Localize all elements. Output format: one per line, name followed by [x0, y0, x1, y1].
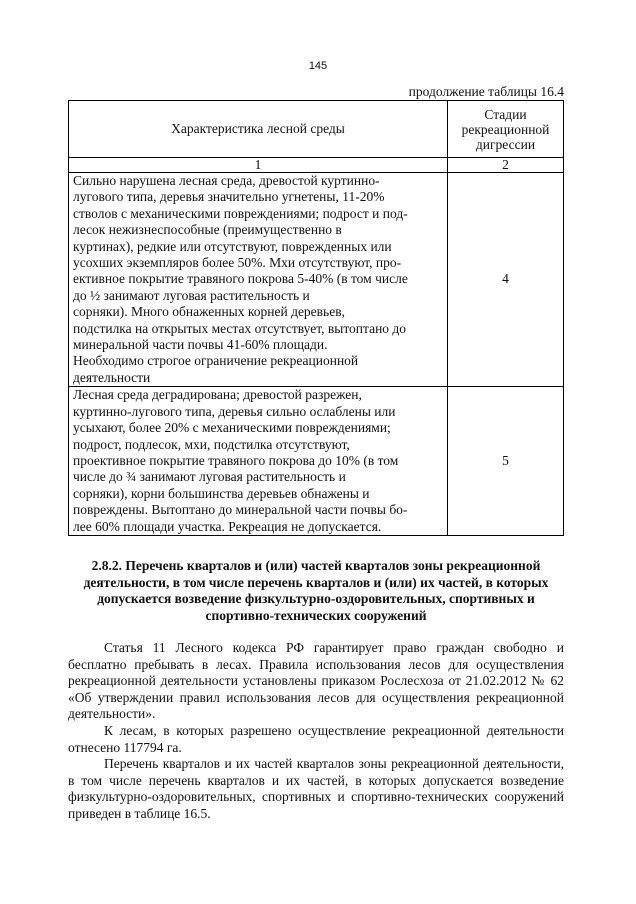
description-line: лугового типа, деревья значительно угнетены, 11-20%	[73, 189, 385, 205]
description-line: проективное покрытие травяного покрова до 10% (в том	[73, 452, 399, 468]
description-line: повреждены. Вытоптано до минеральной части почвы бо-	[73, 502, 408, 518]
column-number: 2	[448, 158, 564, 173]
page-number: 145	[308, 60, 328, 72]
row-description	[69, 173, 448, 387]
description-line: сорняки), корни большинства деревьев обнажены и	[73, 485, 370, 501]
description-line: числе до ¾ занимают луговая растительность и	[73, 469, 346, 485]
section-heading: 2.8.2. Перечень кварталов и (или) частей кварталов зоны рекреационной деятельности, в том числе перечень кварталов и (или) их частей, в которых допускается возведение физкультурно-оздоровительных, спортивных и спортивно-технических сооружений	[83, 558, 549, 623]
description-line: куртинно-лугового типа, деревья сильно ослаблены или	[73, 403, 396, 419]
recreation-digression-table	[68, 100, 564, 536]
header-characteristic: Характеристика лесной среды	[69, 101, 448, 158]
table-continuation-label: продолжение таблицы 16.4	[408, 84, 564, 99]
description-line: Сильно нарушена лесная среда, древостой куртинно-	[73, 173, 380, 188]
description-line: усохших экземпляров более 50%. Мхи отсутствуют, про-	[73, 255, 402, 271]
description-line: до ½ занимают луговая растительность и	[73, 287, 310, 303]
column-number-row	[69, 158, 564, 173]
row-stage: 5	[448, 387, 564, 536]
paragraph: Перечень кварталов и их частей кварталов зоны рекреационной деятельности, в том числе перечень кварталов и их частей, в которых допускается возведение физкультурно-оздоровительных, спортивных и спортивно-технических сооружений приведен в таблице 16.5.	[68, 756, 564, 821]
row-description	[69, 387, 448, 536]
description-line: лесок нежизнеспособные (преимущественно в	[73, 222, 342, 238]
description-line: лее 60% площади участка. Рекреация не допускается.	[73, 518, 382, 534]
description-line: подстилка на открытых местах отсутствует, вытоптано до	[73, 320, 407, 336]
description-line: минеральной части почвы 41-60% площади.	[73, 337, 328, 353]
description-line: деятельности	[73, 369, 151, 385]
section-body	[68, 640, 564, 823]
row-stage: 4	[448, 173, 564, 387]
description-line: ективное покрытие травяного покрова 5-40% (в том числе	[73, 271, 408, 287]
column-number: 1	[69, 158, 448, 173]
table-row	[69, 387, 564, 536]
paragraph: К лесам, в которых разрешено осуществление рекреационной деятельности отнесено 117794 га.	[68, 722, 564, 755]
header-stage: Стадии рекреационной дигрессии	[448, 101, 564, 158]
description-line: подрост, подлесок, мхи, подстилка отсутствуют,	[73, 436, 350, 452]
paragraph: Статья 11 Лесного кодекса РФ гарантирует право граждан свободно и бесплатно пребывать в лесах. Правила использования лесов для осуществления рекреационной деятельности установлены приказом Рослесхоза от 21.02.2012 № 62 «Об утверждении правил использования лесов для осуществления рекреационной деятельности».	[68, 640, 564, 722]
table-header-row	[69, 101, 564, 158]
description-line: куртинах), редкие или отсутствуют, поврежденных или	[73, 238, 392, 254]
description-line: стволов с механическими повреждениями; подрост и под-	[73, 205, 408, 221]
description-line: Необходимо строгое ограничение рекреационной	[73, 353, 359, 369]
table-row	[69, 173, 564, 387]
description-line: сорняки). Много обнаженных корней деревьев,	[73, 304, 345, 320]
description-line: усыхают, более 20% с механическими повреждениями;	[73, 420, 391, 436]
description-line: Лесная среда деградирована; древостой разрежен,	[73, 387, 362, 403]
